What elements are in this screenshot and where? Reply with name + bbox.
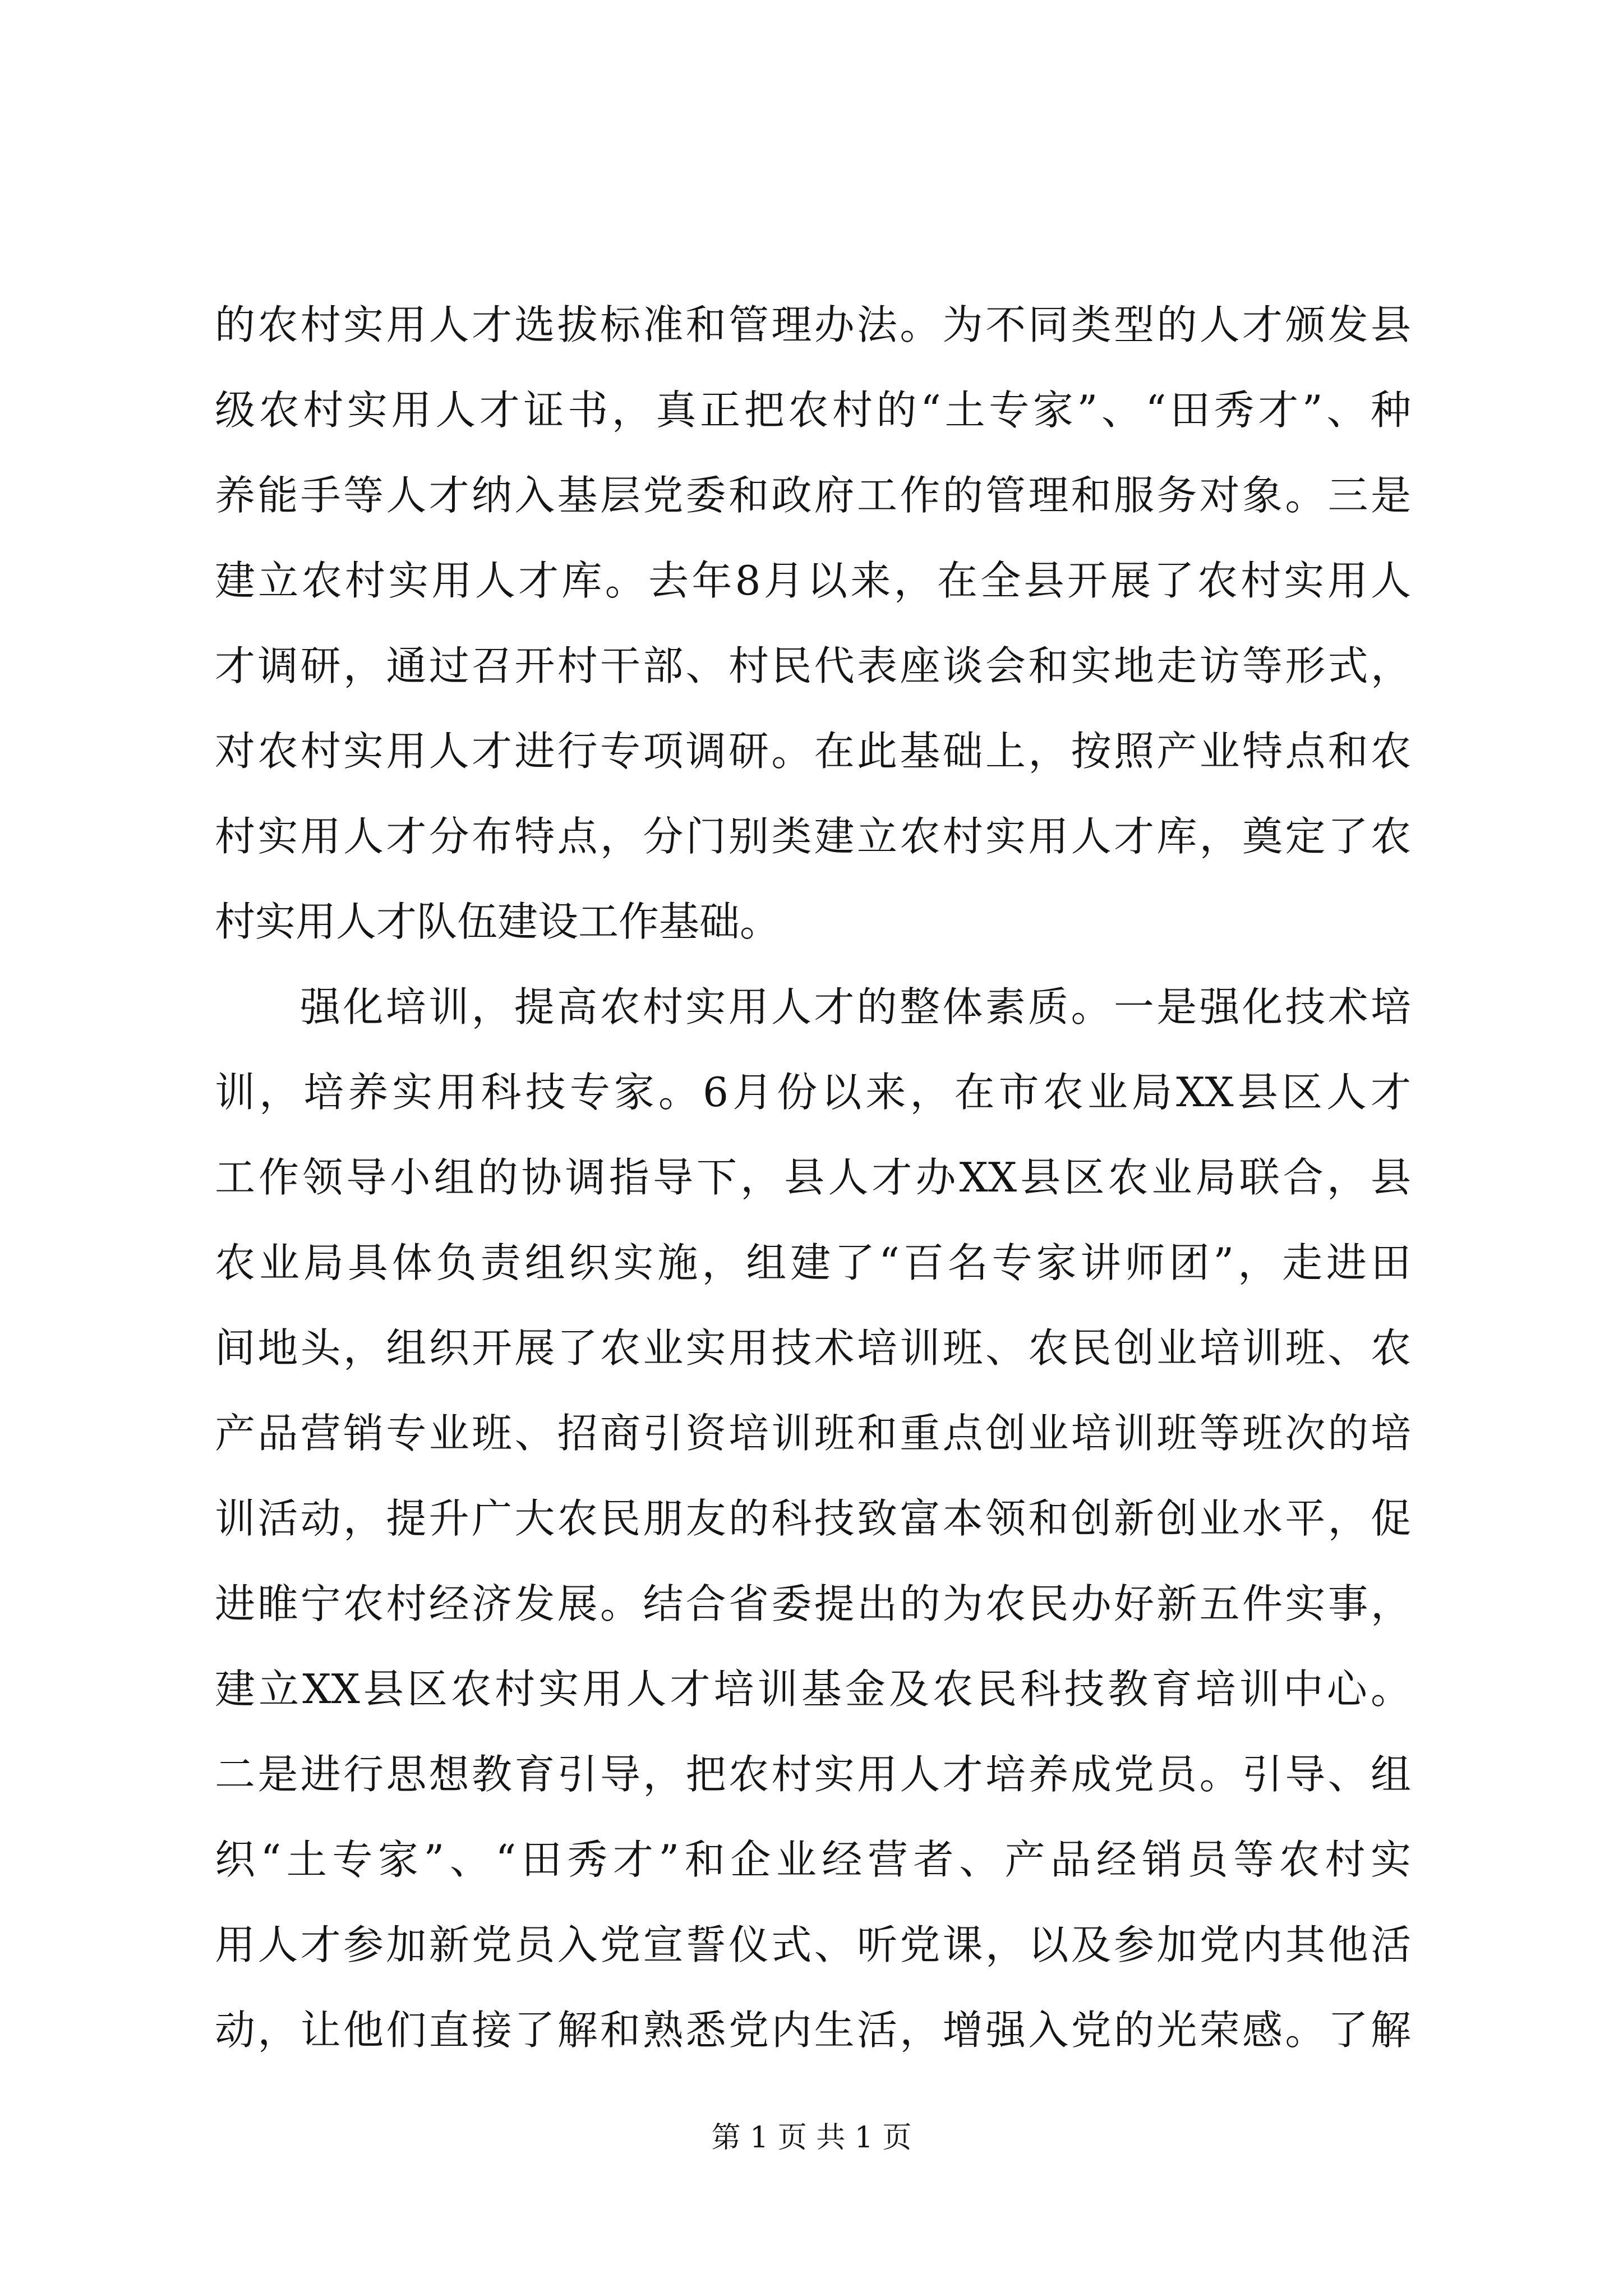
text-line: 级农村实用人才证书，真正把农村的“土专家”、“田秀才”、种	[215, 386, 1411, 434]
paragraph	[215, 964, 1411, 2073]
text-line: 村实用人才队伍建设工作基础。	[215, 898, 781, 945]
text-line: 强化培训，提高农村实用人才的整体素质。一是强化技术培	[300, 983, 1411, 1030]
text-line: 建立XX县区农村实用人才培训基金及农民科技教育培训中心。	[215, 1665, 1411, 1713]
text-line: 训，培养实用科技专家。6月份以来，在市农业局XX县区人才	[215, 1069, 1411, 1116]
text-line: 养能手等人才纳入基层党委和政府工作的管理和服务对象。三是	[215, 472, 1411, 519]
page-number: 第 1 页 共 1 页	[711, 2121, 912, 2155]
text-line: 建立农村实用人才库。去年8月以来，在全县开展了农村实用人	[215, 557, 1411, 604]
text-line: 才调研，通过召开村干部、村民代表座谈会和实地走访等形式，	[215, 642, 1411, 689]
text-line: 工作领导小组的协调指导下，县人才办XX县区农业局联合，县	[215, 1154, 1411, 1201]
text-line: 的农村实用人才选拔标准和管理办法。为不同类型的人才颁发县	[215, 301, 1411, 348]
page-footer	[0, 2118, 1623, 2157]
text-line: 织“土专家”、“田秀才”和企业经营者、产品经销员等农村实	[215, 1836, 1411, 1883]
text-line: 动，让他们直接了解和熟悉党内生活，增强入党的光荣感。了解	[215, 2007, 1411, 2054]
text-line: 产品营销专业班、招商引资培训班和重点创业培训班等班次的培	[215, 1410, 1411, 1457]
text-line: 二是进行思想教育引导，把农村实用人才培养成党员。引导、组	[215, 1751, 1411, 1798]
text-line: 用人才参加新党员入党宣誓仪式、听党课，以及参加党内其他活	[215, 1921, 1411, 1968]
text-line: 间地头，组织开展了农业实用技术培训班、农民创业培训班、农	[215, 1324, 1411, 1372]
text-line: 进睢宁农村经济发展。结合省委提出的为农民办好新五件实事，	[215, 1580, 1411, 1627]
text-line: 农业局具体负责组织实施，组建了“百名专家讲师团”，走进田	[215, 1239, 1411, 1286]
paragraph	[215, 282, 1411, 964]
text-line: 村实用人才分布特点，分门别类建立农村实用人才库，奠定了农	[215, 813, 1411, 860]
body-text	[215, 282, 1411, 2073]
text-line: 对农村实用人才进行专项调研。在此基础上，按照产业特点和农	[215, 728, 1411, 775]
text-line: 训活动，提升广大农民朋友的科技致富本领和创新创业水平，促	[215, 1495, 1411, 1542]
